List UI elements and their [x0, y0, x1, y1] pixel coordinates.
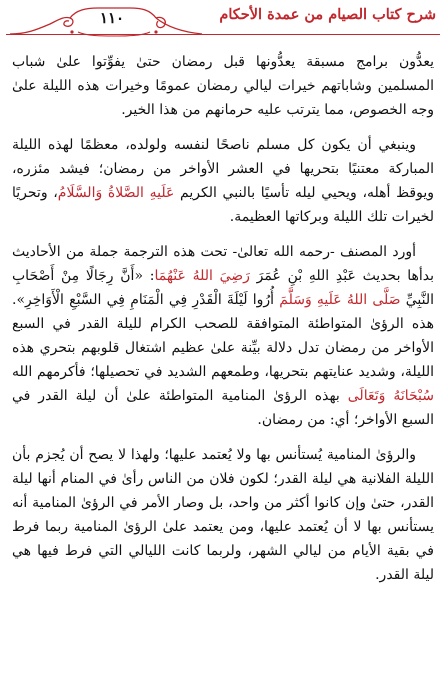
- paragraph-3-text-b: أُرُوا لَيْلَةَ الْقَدْرِ فِي الْمَنَامِ فِي السَّبْعِ الْأَوَاخِرِ». هذه الرؤىٰ المتواطئة المتوافقة للصحب الكرام لليلة القدر في السبع الأواخر من رمضان تدل دلالة بيِّنة علىٰ عظيم اشتغال قلوبهم بتحري هذه الليلة، وشديد عنايتهم بتحريها، وطمعهم الشديد في تحصيلها؛ فأكرمهم الله: [12, 292, 434, 380]
- page-body: [12, 50, 434, 598]
- paragraph-2: [12, 133, 434, 229]
- paragraph-2-text-a: وينبغي أن يكون كل مسلم ناصحًا لنفسه ولولده، معظمًا لهذه الليلة المباركة معتنيًا بتحريها في العشر الأواخر من رمضان؛ فيشد مئزره، ويوقظ أهله، ويحيي ليله تأسيًا بالنبي الكريم: [12, 137, 434, 201]
- paragraph-4: والرؤىٰ المنامية يُستأنس بها ولا يُعتمد عليها؛ ولهذا لا يصح أن يُجزم بأن الليلة الفلانية هي ليلة القدر؛ لكون فلان من الناس رأىٰ في المنام أنها ليلة القدر، حتىٰ وإن كانوا أكثر من واحد، بل وصار الأمر في الرؤىٰ المنامية أنه يستأنس بها لا أن يُعتمد عليها، ومن يعتمد علىٰ الرؤىٰ المنامية ربما فرط في بقية الأيام من ليالي الشهر، ولربما كانت الليالي التي فرط فيها هي ليلة القدر.: [12, 447, 434, 583]
- header-rule: [6, 34, 440, 35]
- honorific-prophet-salutation: صَلَّى اللهُ عَلَيهِ وَسَلَّمَ: [279, 292, 401, 308]
- honorific-allah: سُبْحَانَهُ وَتَعَالَى: [347, 388, 434, 404]
- paragraph-3-text-c: بهذه الرؤىٰ المنامية المتواطئة علىٰ أن ليلة القدر في السبع الأواخر؛ أي: من رمضان.: [12, 388, 434, 428]
- paragraph-3: [12, 240, 434, 432]
- honorific-prophet: عَلَيهِ الصَّلاةُ وَالسَّلَامُ: [57, 185, 175, 201]
- page-header: [6, 6, 440, 42]
- paragraph-1: يعدُّون برامج مسبقة يعدُّونها قبل رمضان حتىٰ يفوِّتوا علىٰ شباب المسلمين وشاباتهم خيرات ليالي رمضان عمومًا وخيرات هذه الليلة علىٰ وجه الخصوص، مما يترتب عليه حرمانهم من هذا الخير.: [12, 54, 434, 118]
- paragraph-3-text-a: أورد المصنف -رحمه الله تعالىٰ- تحت هذه الترجمة جملة من الأحاديث بدأها بحديث عَبْدِ اللهِ بْنِ عُمَرَ: [12, 244, 435, 284]
- book-title: شرح كتاب الصيام من عمدة الأحكام: [219, 6, 436, 23]
- paragraph-2-text-b: ، وتحريًا لخيرات تلك الليلة وبركاتها العظيمة.: [12, 185, 434, 225]
- page-number: ١١٠: [99, 9, 125, 27]
- honorific-companion: رَضِيَ اللهُ عَنْهُمَا: [154, 268, 250, 284]
- hadith-quote-start: : «أَنَّ رِجَالًا مِنْ أَصْحَابِ النَّبِيِّ: [12, 268, 435, 308]
